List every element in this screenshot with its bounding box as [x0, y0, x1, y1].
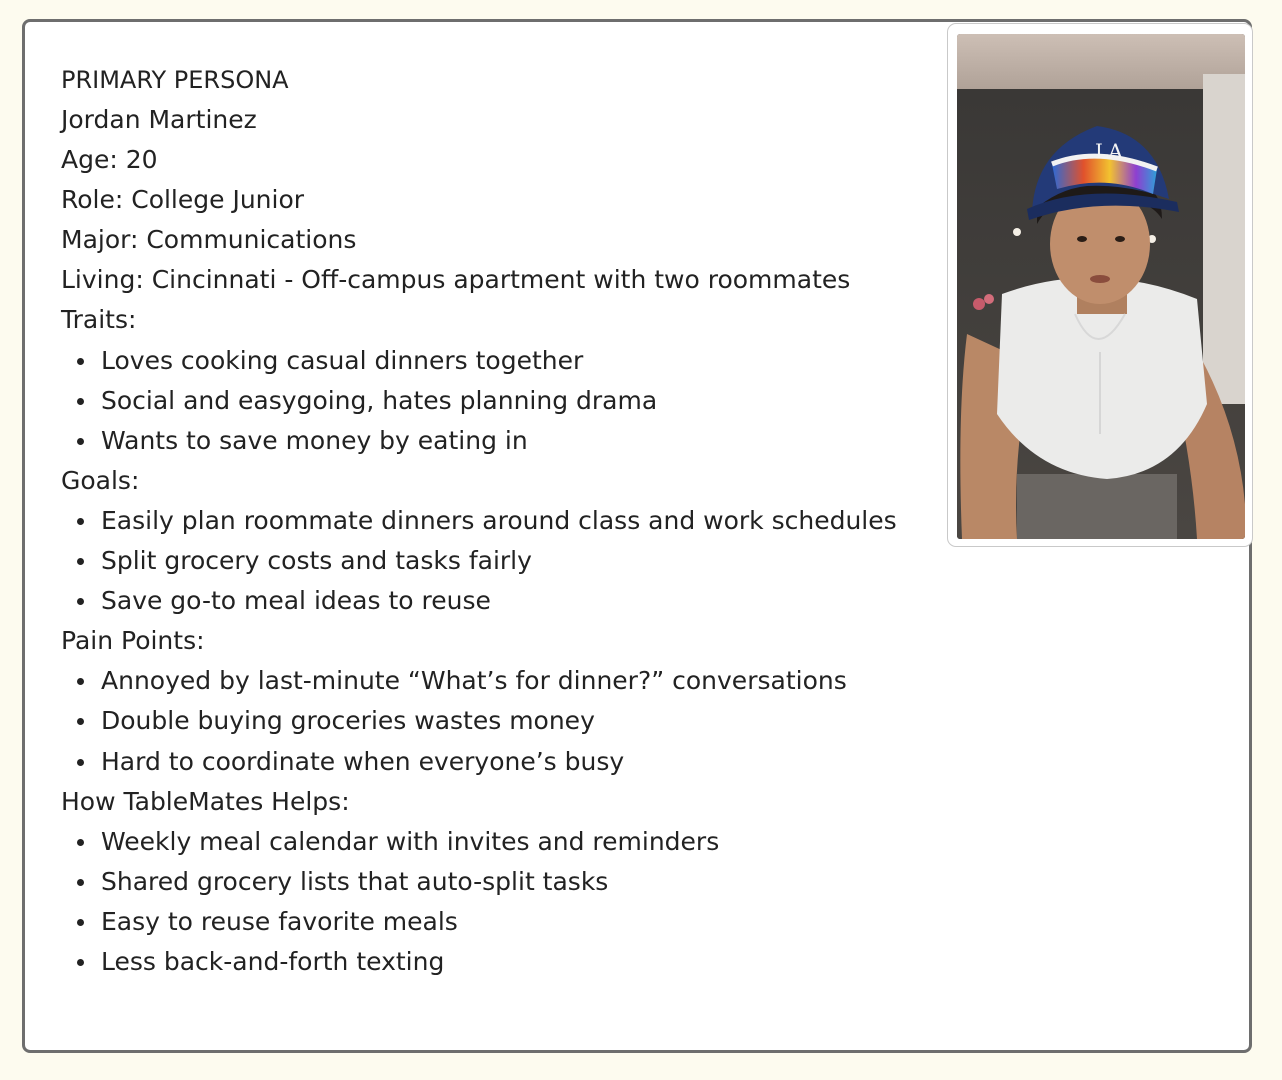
helps-label: How TableMates Helps:: [61, 786, 350, 816]
goals-label: Goals:: [61, 465, 140, 495]
list-item: Weekly meal calendar with invites and reminders: [61, 822, 941, 862]
traits-label: Traits:: [61, 305, 137, 335]
list-item: Shared grocery lists that auto-split tasks: [61, 862, 941, 902]
persona-role: Role: College Junior: [61, 185, 305, 215]
persona-major: Major: Communications: [61, 225, 357, 255]
list-item: Split grocery costs and tasks fairly: [61, 541, 941, 581]
list-item: Wants to save money by eating in: [61, 421, 941, 461]
helps-list: [61, 822, 941, 982]
list-item: Annoyed by last-minute “What’s for dinner?” conversations: [61, 661, 941, 701]
persona-name: Jordan Martinez: [61, 105, 257, 134]
list-item: Loves cooking casual dinners together: [61, 341, 941, 381]
goals-list: [61, 501, 941, 621]
persona-heading: PRIMARY PERSONA: [61, 66, 289, 94]
list-item: Double buying groceries wastes money: [61, 701, 941, 741]
list-item: Easily plan roommate dinners around class and work schedules: [61, 501, 941, 541]
list-item: Hard to coordinate when everyone’s busy: [61, 742, 941, 782]
list-item: Less back-and-forth texting: [61, 942, 941, 982]
pain-points-list: [61, 661, 941, 781]
traits-list: [61, 341, 941, 461]
list-item: Save go-to meal ideas to reuse: [61, 581, 941, 621]
persona-living: Living: Cincinnati - Off-campus apartment with two roommates: [61, 265, 851, 295]
persona-photo-frame: [947, 23, 1253, 547]
list-item: Easy to reuse favorite meals: [61, 902, 941, 942]
persona-details: [61, 60, 941, 982]
list-item: Social and easygoing, hates planning drama: [61, 381, 941, 421]
persona-card: [22, 19, 1252, 1053]
pain-points-label: Pain Points:: [61, 626, 205, 656]
persona-photo: [957, 34, 1245, 539]
svg-text:LA: LA: [1095, 139, 1123, 163]
persona-age: Age: 20: [61, 145, 158, 175]
